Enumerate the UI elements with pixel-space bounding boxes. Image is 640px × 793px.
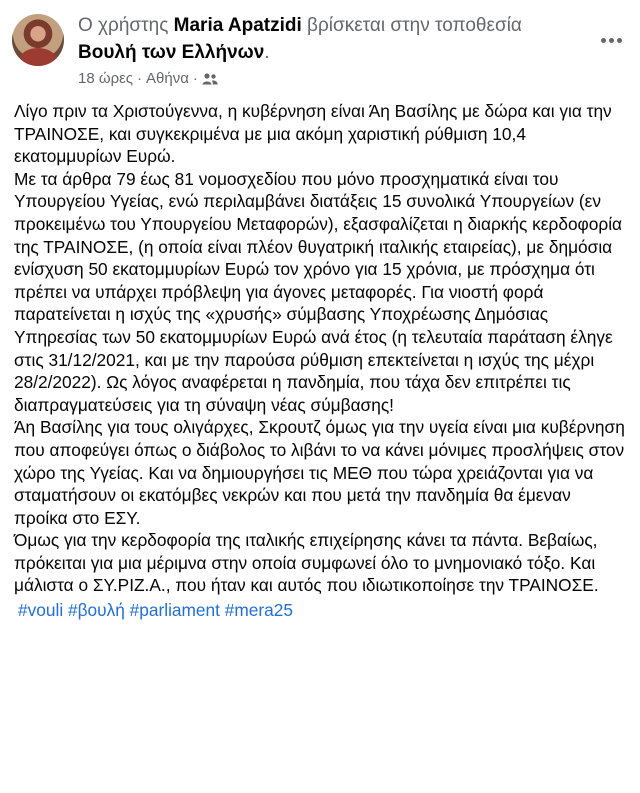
- user-name-link[interactable]: Maria Apatzidi: [173, 15, 302, 36]
- more-dot-icon: [601, 38, 606, 43]
- post-meta: [78, 70, 218, 87]
- header-prefix: Ο χρήστης: [78, 15, 169, 36]
- post-body: [14, 100, 626, 622]
- more-dot-icon: [617, 38, 622, 43]
- more-options-button[interactable]: [596, 28, 626, 52]
- friends-icon[interactable]: [202, 72, 218, 86]
- hashtag-link[interactable]: #mera25: [224, 600, 293, 621]
- avatar[interactable]: [12, 14, 64, 66]
- post-paragraph: Λίγο πριν τα Χριστούγεννα, η κυβέρνηση είναι Άη Βασίλης με δώρα και για την ΤΡΑΙΝΟΣΕ, και συγκεκριμένα με μια ακόμη χαριστική ρύθμιση 10,4 εκατομμυρίων Ευρώ.: [14, 101, 612, 167]
- hashtag-link[interactable]: #vouli: [18, 600, 64, 621]
- post-paragraph: Με τα άρθρα 79 έως 81 νομοσχεδίου που μόνο προσχηματικά είναι του Υπουργείου Υγείας, ενώ περιλαμβάνει διατάξεις 15 συνολικά Υπουργείων (εν προκειμένω του Υπουργείου Μεταφορών), εξασφαλίζεται η διαρκής κερδοφορία της ΤΡΑΙΝΟΣΕ, (η οποία είναι πλέον θυγατρική ιταλικής εταιρείας), με δημόσια ενίσχυση 50 εκατομμυρίων Ευρώ τον χρόνο για 15 χρόνια, με πρόσχημα ότι πρέπει να υπάρχει πρόβλεψη για άγονες μεταφορές. Για νιοστή φορά παρατείνεται η ισχύς της «χρυσής» σύμβασης Υποχρέωσης Δημόσιας Υπηρεσίας των 50 εκατομμυρίων Ευρώ ανά έτος (η τελευταία παράταση έληγε στις 31/12/2021, και με την παρούσα ρύθμιση επεκτείνεται η ισχύς της μέχρι 28/2/2022). Ως λόγος αναφέρεται η πανδημία, που τάχα δεν επιτρέπει τις διαπραγματεύσεις για τη σύναψη νέας σύμβασης!: [14, 168, 623, 415]
- post-paragraph: Όμως για την κερδοφορία της ιταλικής επιχείρησης κάνει τα πάντα. Βεβαίως, πρόκειται για μια μέριμνα στην οποία συμφωνεί όλο το μνημονιακό τόξο. Και μάλιστα ο ΣΥ.ΡΙΖ.Α., που ήταν και αυτός που ιδιωτικοποίησε την ΤΡΑΙΝΟΣΕ.: [14, 530, 599, 596]
- more-dot-icon: [609, 38, 614, 43]
- meta-separator: ·: [137, 70, 143, 87]
- post-header: [12, 10, 628, 94]
- location-text: βρίσκεται στην τοποθεσία: [307, 15, 522, 36]
- hashtag-list: [14, 599, 626, 622]
- post-time-link[interactable]: 18 ώρες: [78, 70, 134, 87]
- hashtag-link[interactable]: #βουλή: [67, 600, 125, 621]
- post-paragraph: Άη Βασίλης για τους ολιγάρχες, Σκρουτζ όμως για την υγεία είναι μια κυβέρνηση που αποφεύγει όπως ο διάβολος το λιβάνι το να κάνει μόνιμες προσλήψεις στον χώρο της Υγείας. Και να δημιουργήσει τις ΜΕΘ που τώρα χρειάζονται για να σταματήσουν οι εκατόμβες νεκρών και που μετά την πανδημία θα έμεναν προίκα στο ΕΣΥ.: [14, 417, 625, 528]
- meta-separator-2: ·: [192, 70, 198, 87]
- post-header-text: [78, 12, 588, 66]
- location-suffix: .: [264, 42, 270, 63]
- post-place: Αθήνα: [146, 70, 189, 87]
- hashtag-link[interactable]: #parliament: [129, 600, 220, 621]
- location-link[interactable]: Βουλή των Ελλήνων: [78, 42, 265, 63]
